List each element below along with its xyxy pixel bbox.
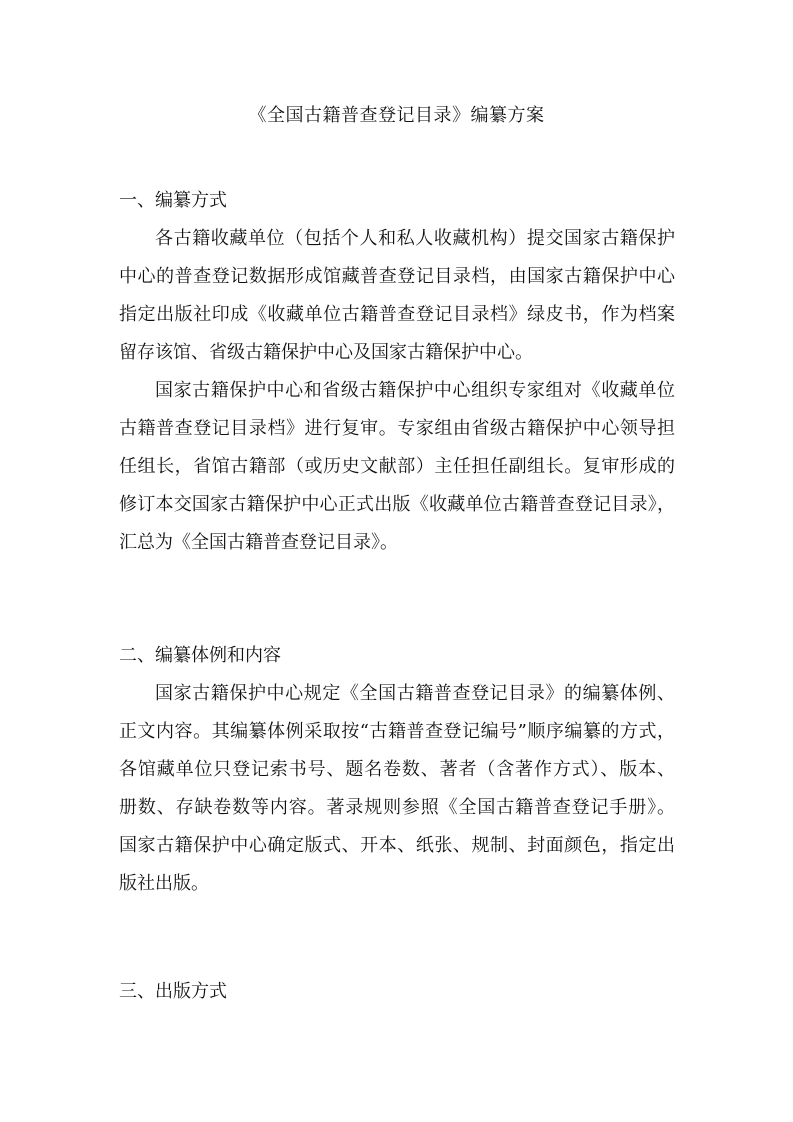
section-heading: 三、出版方式 (119, 981, 227, 1002)
section-compilation-method (119, 182, 675, 562)
paragraph-line: 国家古籍保护中心规定《全国古籍普查登记目录》的编纂体例、 (155, 683, 675, 704)
section-heading: 二、编纂体例和内容 (119, 645, 281, 666)
paragraph-line: 版社出版。 (119, 873, 209, 894)
paragraph (119, 675, 675, 903)
paragraph-line: 汇总为《全国古籍普查登记目录》。 (119, 532, 398, 553)
section-compilation-style (119, 637, 675, 903)
paragraph-line: 指定出版社印成《收藏单位古籍普查登记目录档》绿皮书，作为档案 (119, 304, 675, 325)
paragraph-line: 留存该馆、省级古籍保护中心及国家古籍保护中心。 (119, 342, 533, 363)
paragraph (119, 372, 675, 562)
paragraph-line: 古籍普查登记目录档》进行复审。专家组由省级古籍保护中心领导担 (119, 418, 675, 439)
paragraph-line: 修订本交国家古籍保护中心正式出版《收藏单位古籍普查登记目录》， (119, 494, 675, 515)
document-title: 《全国古籍普查登记目录》编纂方案 (248, 105, 545, 126)
paragraph-line: 册数、存缺卷数等内容。著录规则参照《全国古籍普查登记手册》。 (119, 797, 675, 818)
paragraph-line: 各馆藏单位只登记索书号、题名卷数、著者（含著作方式）、版本、 (119, 759, 675, 780)
section-heading: 一、编纂方式 (119, 190, 227, 211)
paragraph-line: 国家古籍保护中心和省级古籍保护中心组织专家组对《收藏单位 (155, 380, 675, 401)
paragraph-line: 国家古籍保护中心确定版式、开本、纸张、规制、封面颜色，指定出 (119, 835, 675, 856)
paragraph-line: 中心的普查登记数据形成馆藏普查登记目录档，由国家古籍保护中心 (119, 266, 675, 287)
paragraph-line: 正文内容。其编纂体例采取按“古籍普查登记编号”顺序编纂的方式， (119, 721, 675, 742)
section-publishing-method (119, 973, 675, 1011)
paragraph-line: 各古籍收藏单位（包括个人和私人收藏机构）提交国家古籍保护 (155, 228, 675, 249)
paragraph-line: 任组长，省馆古籍部（或历史文献部）主任担任副组长。复审形成的 (119, 456, 675, 477)
paragraph (119, 220, 675, 372)
